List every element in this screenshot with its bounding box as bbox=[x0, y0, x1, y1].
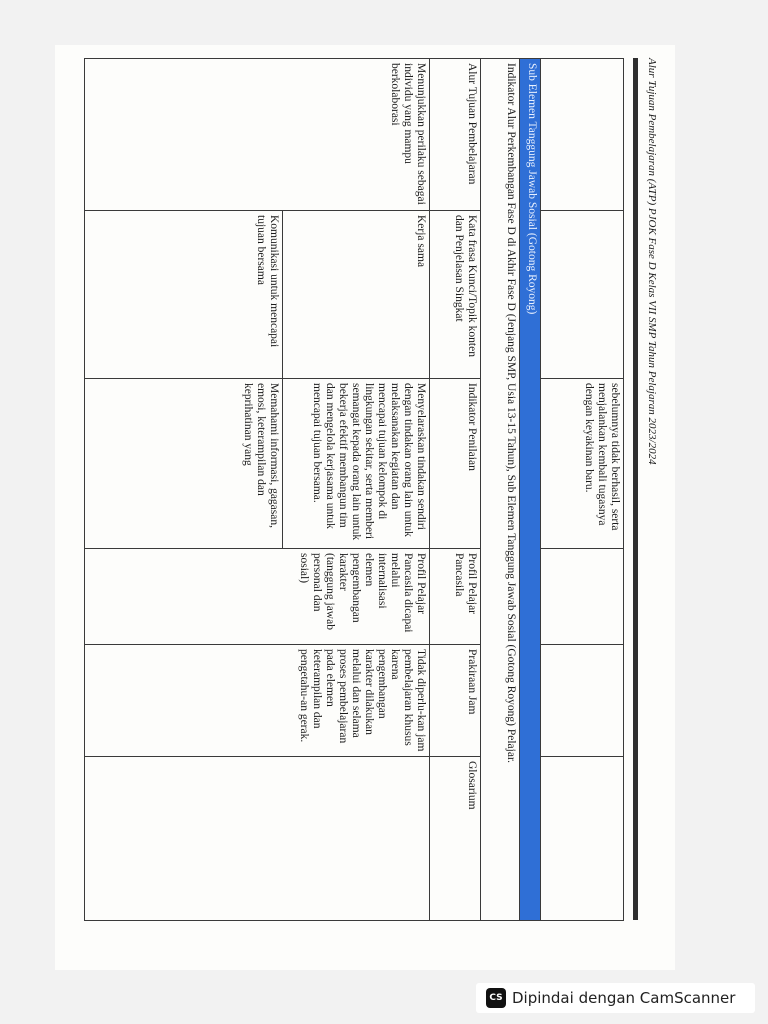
rotated-document bbox=[76, 58, 658, 920]
sub-element-banner: Sub Elemen Tanggung Jawab Sosial (Gotong Royong) bbox=[520, 59, 541, 921]
table-header-row bbox=[430, 59, 481, 921]
camscanner-label: Dipindai dengan CamScanner bbox=[512, 989, 736, 1007]
header-atp: Alur Tujuan Pembelajaran bbox=[430, 59, 481, 211]
camscanner-logo-icon: CS bbox=[486, 988, 506, 1008]
prev-cell-5 bbox=[541, 645, 624, 757]
table-row-continued bbox=[541, 59, 624, 921]
cell-glosarium bbox=[85, 757, 430, 921]
keyword-1: Kerja sama bbox=[415, 215, 427, 268]
prev-cell-2 bbox=[541, 211, 624, 379]
cell-profil: Profil Pelajar Pancasila dicapai melalui internalisasi elemen pengembangan karakter (tanggung jawab personal dan sosial) bbox=[85, 549, 430, 645]
footer-rule bbox=[633, 58, 638, 920]
cell-atp: Menunjukkan perilaku sebagai individu yang mampu berkolaborasi bbox=[85, 59, 430, 211]
cell-indicator bbox=[85, 379, 430, 549]
header-jam: Prakiraan Jam bbox=[430, 645, 481, 757]
prev-cell-1 bbox=[541, 59, 624, 211]
header-keyword: Kata frasa Kunci/Topik konten dan Penjelasan Singkat bbox=[430, 211, 481, 379]
indicator-2: Memahami informasi, gagasan, emosi, keterampilan dan keprihatinan yang bbox=[241, 379, 283, 548]
header-indicator: Indikator Penilaian bbox=[430, 379, 481, 549]
prev-cell-6 bbox=[541, 757, 624, 921]
prev-cell-4 bbox=[541, 549, 624, 645]
indicator-title: Indikator Alur Perkembangan Fase D di Akhir Fase D (Jenjang SMP, Usia 13-15 Tahun), Sub Elemen Tanggung Jawab Sosial (Gotong Royong) Pelajar. bbox=[481, 59, 520, 921]
prev-cell-3: sebelumnya tidak berhasil, serta menjalankan kembali tugasnya dengan keyakinan baru. bbox=[541, 379, 624, 549]
cell-keyword bbox=[85, 211, 430, 379]
table-row bbox=[85, 59, 430, 921]
cell-jam: Tidak diperlu-kan jam pembelajaran khusus karena pengembangan karakter dilakukan melalui dan selama proses pembelajaran pada elemen keterampilan dan pengetahu-an gerak. bbox=[85, 645, 430, 757]
header-glosarium: Glosarium bbox=[430, 757, 481, 921]
header-profil: Profil Pelajar Pancasila bbox=[430, 549, 481, 645]
indicator-1: Menyelaraskan tindakan sendiri dengan tindakan orang lain untuk melaksanakan kegiatan dan mencapai tujuan kelompok di lingkungan sekitar, serta memberi semangat kepada orang lain untuk bekerja efektif membangun tim dan mengelola kerjasama untuk mencapai tujuan bersama. bbox=[311, 383, 427, 541]
atp-table bbox=[84, 58, 624, 921]
camscanner-watermark bbox=[476, 983, 755, 1013]
page-footer: Alur Tujuan Pembelajaran (ATP) PJOK Fase D Kelas VII SMP Tahun Pelajaran 2023/2024 bbox=[646, 58, 658, 465]
keyword-2: Komunikasi untuk mencapai tujuan bersama bbox=[254, 211, 283, 378]
